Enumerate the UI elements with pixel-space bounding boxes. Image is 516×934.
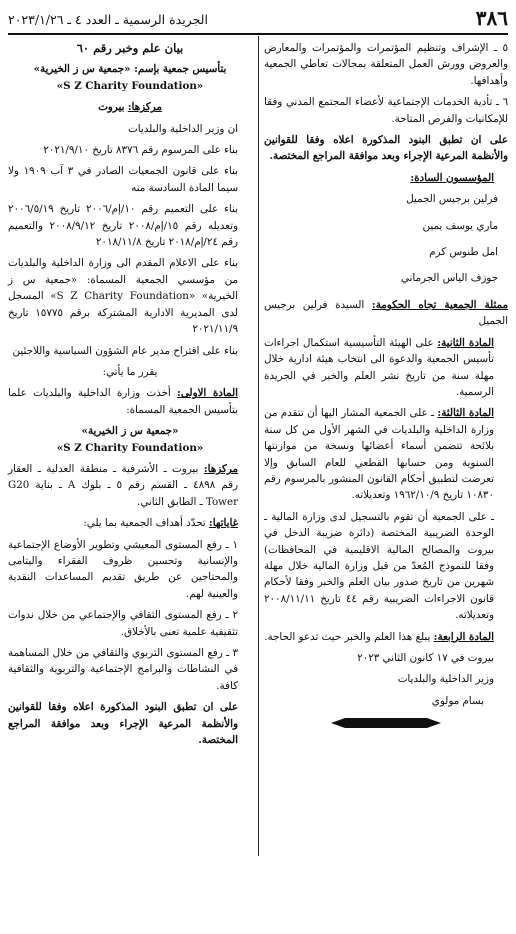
article-4 xyxy=(264,629,508,645)
page-number: ٣٨٦ xyxy=(475,6,508,30)
art1-text: أخذت وزارة الداخلية والبلديات علما بتأسيس الجمعية المسماة: xyxy=(8,387,238,416)
art4-label: المادة الرابعة: xyxy=(433,630,494,643)
column-divider xyxy=(258,36,259,856)
hq-label: مركزها: xyxy=(127,101,162,114)
representative xyxy=(264,297,508,330)
founders-label: المؤسسون السادة: xyxy=(410,171,494,184)
headquarters-detail xyxy=(8,461,252,510)
article-1 xyxy=(8,385,252,418)
minister-line: وزير الداخلية والبلديات xyxy=(397,673,494,686)
date-line: بيروت في ١٧ كانون الثاني ٢٠٢٣ xyxy=(357,652,494,664)
issuer: ان وزير الداخلية والبلديات xyxy=(128,122,238,135)
art3-text: ـ على الجمعية المشار اليها أن تتقدم من وزارة الداخلية والبلديات في الشهر الأول من كل سنة بلائحة تتضمن أسماء أعضائها ونسخة من موازنتها السنوية ومن حسابها القطعي للعام السابق وإلا تعرضت لتطبيق أحكام القانون المنشور بالمرسوم رقم ١٠٨٣٠ تاريخ ١٩٦٢/١٠/٩ وتعديلاته. xyxy=(264,407,494,502)
art3-label: المادة الثالثة: xyxy=(437,407,494,420)
article-3 xyxy=(264,405,508,503)
consideration: بناء على التعميم رقم ١٠/إم/٢٠٠٦ تاريخ ٢٠٠٦/٥/١٩ وتعديله رقم ١٥/إم/٢٠٠٨ تاريخ ٢٠٠٨/٩/١٢ والتعميم رقم ٢٤/إم/٢٠١٨ تاريخ ٢٠١٨/١١/٨ xyxy=(8,203,238,249)
page-header xyxy=(8,6,508,32)
goal-item: ١ ـ رفع المستوى المعيشي وتطوير الأوضاع الإجتماعية والإنسانية وتحسين ظروف الفقراء واليتامى والمحتاجين عن طريق تقديم المساعدات النقدية والعينية لهم. xyxy=(8,538,238,600)
decides-line: يقرر ما يأتي: xyxy=(102,365,158,378)
finance-paragraph: ـ على الجمعية أن تقوم بالتسجيل لدى وزارة المالية ـ الوحدة الضريبية المختصة (دائرة ضريبة الدخل في بيروت والمصالح المالية الاقليمية في المحافظات) وفقا للنموذج المُعدّ من قبل وزارة المالية خلال مهلة شهرين من تاريخ صدور بيان العلم والخبر وفقا لأحكام قانون الاجراءات الضريبية رقم ٤٤ تاريخ ٢٠٠٨/١١/١١ وتعديلاته. xyxy=(264,510,494,622)
founder-name: جوزف الياس الجرماني xyxy=(400,272,498,285)
hq2-label: مركزها: xyxy=(203,462,239,475)
right-column xyxy=(264,40,508,729)
notice-title: بيان علم وخبر رقم ٦٠ xyxy=(76,41,184,55)
left-column xyxy=(8,40,252,753)
header-rule xyxy=(8,33,508,35)
headquarters xyxy=(8,99,252,115)
founder-name: امل طنوس كرم xyxy=(429,246,498,259)
article-2 xyxy=(264,335,508,401)
header-title: الجريدة الرسمية ـ العدد ٤ ـ ٢٠٢٣/١/٢٦ xyxy=(8,12,208,27)
founders-list xyxy=(264,191,508,287)
association-name-en: «S Z Charity Foundation» xyxy=(56,441,204,454)
consideration: بناء على قانون الجمعيات الصادر في ٣ آب ١٩٠٩ ولا سيما المادة السادسة منه xyxy=(8,165,238,194)
consideration: بناء على الاعلام المقدم الى وزارة الداخلية والبلديات من مؤسسي الجمعية المسماة: «جمعية س ز الخيرية» «S Z Charity Foundation» المسجل لدى المديرية الادارية المشتركة برقم ١٥٧٧٥ تاريخ ٢٠٢١/١١/٩ xyxy=(8,257,238,336)
art2-text: على الهيئة التأسيسية استكمال اجراءات تأسيس الجمعية والدعوة الى انتخاب هيئة ادارية خلال مهلة سنة من تاريخ نشر العلم والخبر في الجريدة الرسمية. xyxy=(264,336,494,398)
goals-intro: تحدّد أهداف الجمعية بما يلي: xyxy=(83,517,206,530)
association-name-ar: «جمعية س ز الخيرية» xyxy=(81,425,179,438)
goal-item: ٢ ـ رفع المستوى الثقافي والإجتماعي من خلال ندوات تثقيفية علمية تعنى بالأخلاق. xyxy=(8,609,238,638)
art1-label: المادة الاولى: xyxy=(177,387,238,400)
item-6: ٦ ـ تأدية الخدمات الإجتماعية لأعضاء المجتمع المدني وفقا للإمكانيات والفرص المتاحة. xyxy=(264,96,508,125)
clause-paragraph: على ان تطبق البنود المذكورة اعلاه وفقا للقوانين والأنظمة المرعية الإجراء وبعد موافقة المراجع المختصة. xyxy=(264,134,508,163)
art4-text: يبلغ هذا العلم والخبر حيث تدعو الحاجة. xyxy=(264,630,431,643)
notice-subtitle-en: «S Z Charity Foundation» xyxy=(56,79,204,92)
clause-paragraph: على ان تطبق البنود المذكورة اعلاه وفقا للقوانين والأنظمة المرعية الإجراء وبعد موافقة المراجع المختصة. xyxy=(8,701,238,747)
rep-label: ممثلة الجمعية تجاه الحكومة: xyxy=(371,298,508,311)
founder-name: ماري يوسف يمين xyxy=(422,219,498,232)
hq-value: بيروت xyxy=(98,101,125,114)
consideration: بناء على المرسوم رقم ٨٣٧٦ تاريخ ٢٠٢١/٩/١٠ xyxy=(43,144,238,157)
rep-text: السيدة فرلين برجيس الجميل xyxy=(264,298,508,328)
goals-heading xyxy=(8,515,252,531)
founder-name: فرلين برجيس الجميل xyxy=(406,193,498,206)
art2-label: المادة الثانية: xyxy=(437,336,494,349)
consideration: بناء على اقتراح مدير عام الشؤون السياسية واللاجئين xyxy=(12,344,238,357)
signature: بسام مولوي xyxy=(431,694,484,707)
notice-subtitle: بتأسيس جمعية بإسم: «جمعية س ز الخيرية» xyxy=(33,63,227,76)
goal-item: ٣ ـ رفع المستوى التربوي والثقافي من خلال المساهمة في النشاطات والبرامج الإجتماعية والتربوية والثقافية كافة. xyxy=(8,647,238,692)
hq2-text: بيروت ـ الأشرفية ـ منطقة العدلية ـ العقار رقم ٤٨٩٨ ـ القسم رقم ٥ ـ بلوك A ـ بناية G20 Tower ـ الطابق الثاني. xyxy=(8,462,238,508)
end-divider-arrow xyxy=(331,717,441,729)
goals-label: غاياتها: xyxy=(208,517,238,530)
item-5: ٥ ـ الإشراف وتنظيم المؤتمرات والمؤتمرات والمعارض والعروض وورش العمل المتعلقة بمجالات تعاطي الجمعية وأهدافها. xyxy=(264,42,508,87)
